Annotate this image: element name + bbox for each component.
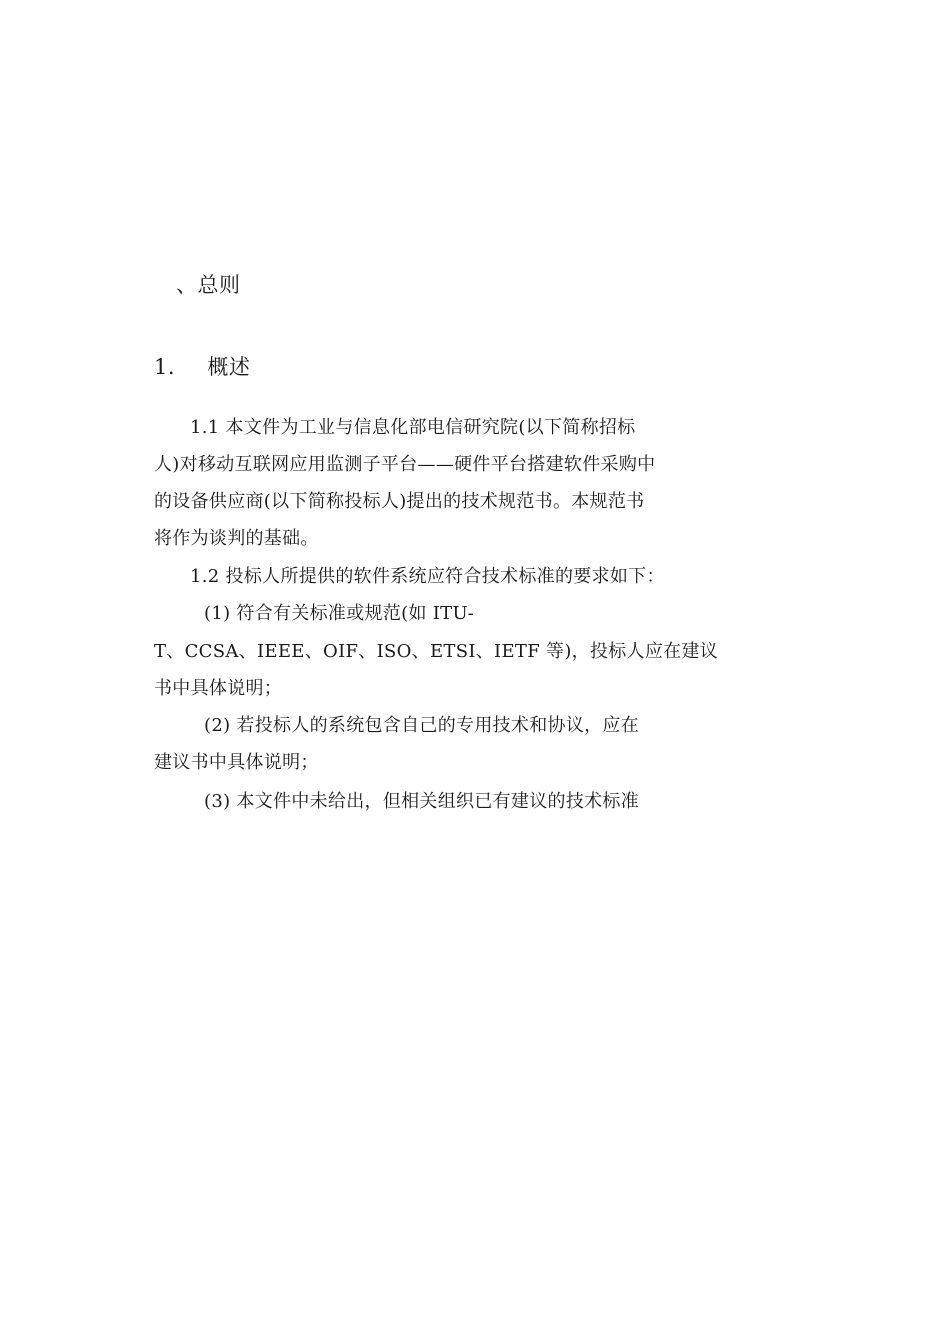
list-item-1-line-3: 书中具体说明； — [154, 678, 283, 699]
subsection-heading — [154, 353, 250, 381]
list-item-1-line-1: (1) 符合有关标准或规范(如 ITU- — [204, 603, 475, 624]
subsection-number: 1. — [154, 355, 176, 379]
paragraph-1-2: 1.2 投标人所提供的软件系统应符合技术标准的要求如下： — [190, 566, 665, 587]
paragraph-1-1-line-1: 1.1 本文件为工业与信息化部电信研究院(以下简称招标 — [190, 417, 636, 438]
list-item-2-line-1: (2) 若投标人的系统包含自己的专用技术和协议，应在 — [204, 715, 640, 736]
paragraph-1-1-line-3: 的设备供应商(以下简称投标人)提出的技术规范书。本规范书 — [154, 491, 645, 512]
section-heading: 、总则 — [176, 273, 241, 297]
list-item-1-line-2: T、CCSA、IEEE、OIF、ISO、ETSI、IETF 等)，投标人应在建议 — [154, 641, 719, 662]
paragraph-1-1-line-2: 人)对移动互联网应用监测子平台——硬件平台搭建软件采购中 — [154, 454, 656, 475]
subsection-title: 概述 — [207, 355, 251, 379]
list-item-3-line-1: (3) 本文件中未给出，但相关组织已有建议的技术标准 — [204, 791, 640, 812]
list-item-2-line-2: 建议书中具体说明； — [154, 752, 319, 773]
paragraph-1-1-line-4: 将作为谈判的基础。 — [154, 528, 319, 549]
